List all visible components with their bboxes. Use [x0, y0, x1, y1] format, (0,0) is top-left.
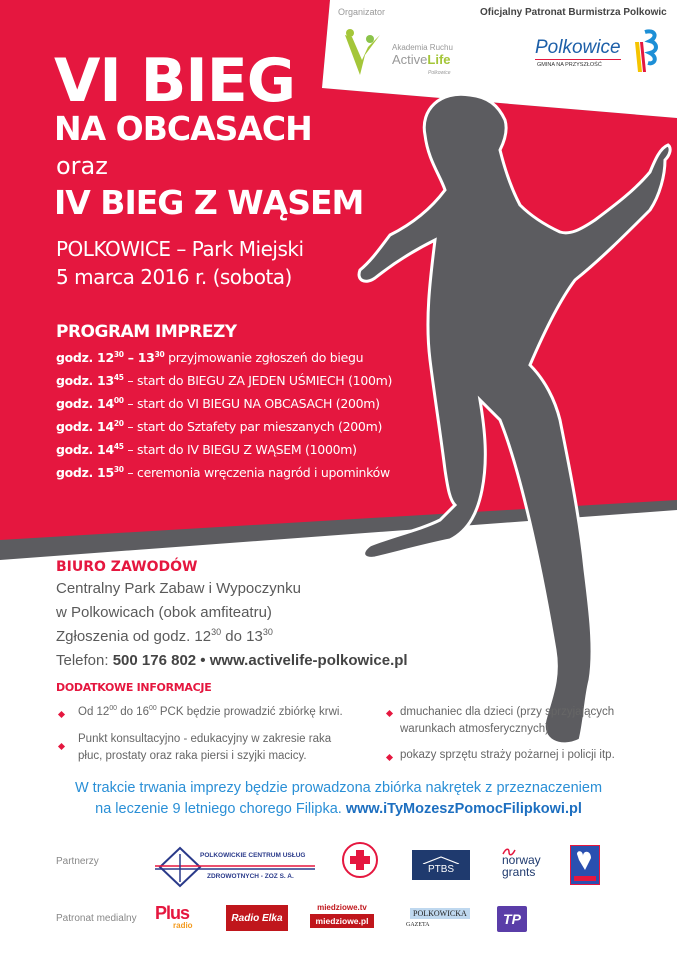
program-item: godz. $15^{30}$ – ceremonia wręczenia nagród i upominków [56, 464, 390, 480]
organizer-label: Organizator [338, 7, 386, 17]
title-line1: VI BIEG [54, 46, 295, 116]
red-cross-logo [342, 842, 378, 878]
program-item: godz. $14^{45}$ – start do IV BIEGU Z WĄSEM (1000m) [56, 441, 357, 457]
office-line2: w Polkowicach (obok amfiteatru) [56, 604, 272, 621]
activelife-line1: Akademia Ruchu [392, 43, 453, 52]
event-location: POLKOWICE – Park Miejski [56, 237, 304, 261]
activelife-logo [340, 25, 460, 85]
tp-logo: TP [497, 906, 527, 932]
pcuz-line2: ZDROWOTNYCH - ZOZ S. A. [207, 873, 294, 880]
polkowice-logo [535, 32, 665, 82]
pzn-logo [570, 845, 600, 885]
charity-link[interactable]: www.iTyMozeszPomocFilipkowi.pl [345, 801, 582, 817]
pcuz-logo [155, 846, 320, 888]
extra-item: Od $12^{00}$ do $16^{00}$ PCK będzie prowadzić zbiórkę krwi. [78, 705, 343, 718]
title-line4: IV BIEG Z WĄSEM [54, 183, 364, 222]
norway-grants-logo: norway grants [502, 848, 552, 884]
pzn-emblem-icon [571, 846, 599, 884]
program-item: godz. $14^{20}$ – start do Sztafety par mieszanych (200m) [56, 418, 383, 434]
polkowice-emblem-icon [630, 27, 660, 75]
program-item: godz. $12^{30} - 13^{30}$ przyjmowanie zgłoszeń do biegu [56, 349, 364, 365]
title-line3: oraz [56, 152, 108, 180]
activelife-life: Life [427, 52, 451, 67]
activelife-line3: Polkowice [428, 70, 451, 76]
media-label: Patronat medialny [56, 913, 137, 924]
extra-item: Punkt konsultacyjno - edukacyjny w zakresie raka płuc, prostaty oraz raka piersi i szyjki macicy. [78, 733, 332, 762]
red-cross-icon [344, 844, 376, 876]
title-line2: NA OBCASACH [54, 109, 312, 148]
office-contact: Telefon: 500 176 802 • www.activelife-polkowice.pl [56, 652, 408, 669]
office-heading: BIURO ZAWODÓW [56, 559, 198, 575]
house-roof-icon [421, 856, 461, 864]
charity-line2: na leczenie 9 letniego chorego Filipka. www.iTyMozeszPomocFilipkowi.pl [95, 801, 582, 817]
program-heading: PROGRAM IMPREZY [56, 322, 237, 342]
miedziowe-logo: miedziowe.tv miedziowe.pl [310, 903, 374, 933]
activelife-figure-icon [340, 25, 385, 80]
extra-item: dmuchaniec dla dzieci (przy sprzyjających warunkach atmosferycznych) [400, 706, 615, 735]
partners-label: Partnerzy [56, 856, 99, 867]
phone-number[interactable]: 500 176 802 [112, 652, 197, 669]
ptbs-logo: PTBS [412, 850, 470, 880]
pcuz-line1: POLKOWICKIE CENTRUM USŁUG [200, 852, 306, 859]
plus-radio-logo: Plus radio [155, 903, 193, 930]
extra-heading: DODATKOWE INFORMACJE [56, 681, 212, 694]
polkowice-tagline: GMINA NA PRZYSZŁOŚĆ [537, 62, 602, 68]
polkowice-name: Polkowice [535, 37, 621, 58]
office-line3: Zgłoszenia od godz. $12^{30}$ do $13^{30}$ [56, 627, 273, 645]
gazeta-polkowicka-logo: POLKOWICKA GAZETA [396, 906, 471, 934]
patron-label: Oficjalny Patronat Burmistrza Polkowic [480, 7, 667, 18]
radio-elka-logo: Radio Elka [226, 905, 288, 931]
office-line1: Centralny Park Zabaw i Wypoczynku [56, 580, 301, 597]
website-link[interactable]: www.activelife-polkowice.pl [209, 652, 408, 669]
extra-item: pokazy sprzętu straży pożarnej i policji itp. [400, 749, 615, 761]
program-item: godz. $14^{00}$ – start do VI BIEGU NA OBCASACH (200m) [56, 395, 380, 411]
event-date: 5 marca 2016 r. (sobota) [56, 265, 292, 289]
charity-line1: W trakcie trwania imprezy będzie prowadzona zbiórka nakrętek z przeznaczeniem [74, 780, 603, 796]
program-item: godz. $13^{45}$ – start do BIEGU ZA JEDEN UŚMIECH (100m) [56, 372, 393, 388]
activelife-active: Active [392, 52, 428, 67]
